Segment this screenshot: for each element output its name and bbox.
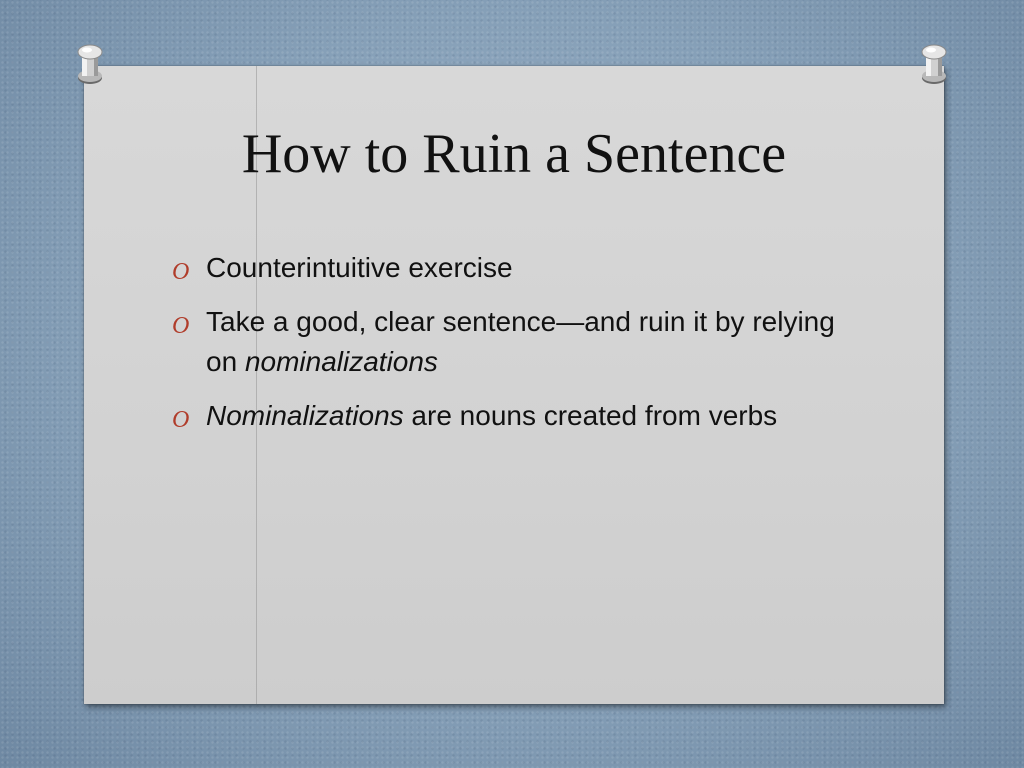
- pushpin-icon: [914, 40, 954, 86]
- bullet-list: [170, 248, 850, 450]
- bullet-item: [170, 302, 850, 382]
- slide-title: How to Ruin a Sentence: [241, 123, 787, 185]
- bullet-marker-icon: O: [172, 407, 190, 433]
- bullet-emphasis: Nominalizations: [206, 400, 404, 431]
- bullet-text: are nouns created from verbs: [403, 400, 778, 431]
- bullet-marker-icon: O: [172, 259, 190, 285]
- bullet-marker-icon: O: [172, 313, 190, 339]
- bullet-item: [170, 248, 850, 288]
- pushpin-icon: [70, 40, 110, 86]
- bullet-text: Take a good, clear sentence—and ruin it by relying on: [206, 306, 835, 377]
- bullet-emphasis: nominalizations: [244, 346, 438, 377]
- bullet-text: Counterintuitive exercise: [206, 252, 513, 283]
- bullet-item: [170, 396, 850, 436]
